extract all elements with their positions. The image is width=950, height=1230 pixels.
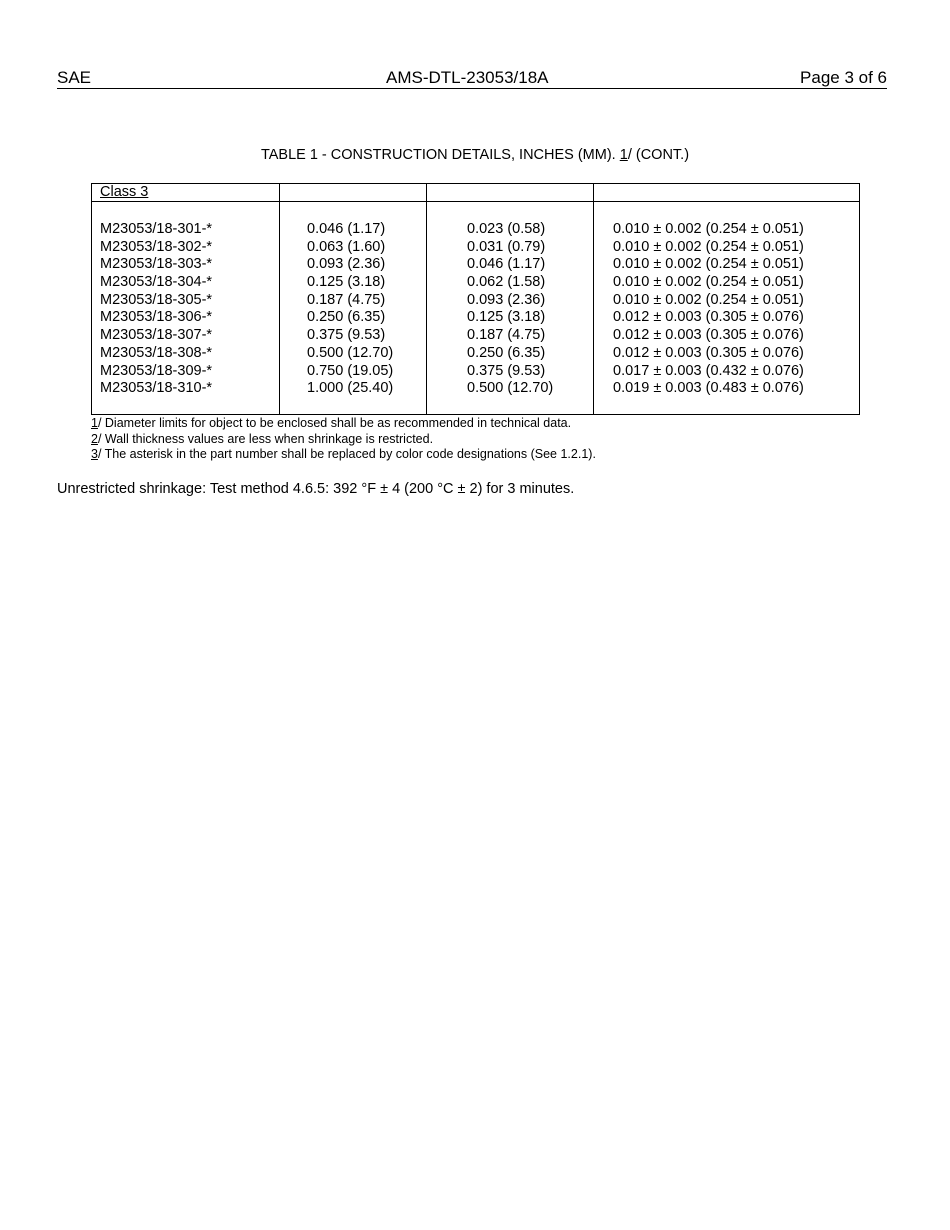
cell-expanded-id: 0.187 (4.75) xyxy=(307,291,386,308)
note-number: 1 xyxy=(91,416,98,430)
table-caption xyxy=(0,147,950,164)
cell-wall: 0.010 ± 0.002 (0.254 ± 0.051) xyxy=(613,291,804,308)
cell-part: M23053/18-310-* xyxy=(100,380,213,397)
cell-recovered-id: 0.023 (0.58) xyxy=(467,221,546,237)
cell-part: M23053/18-308-* xyxy=(100,344,213,361)
cell-part: M23053/18-307-* xyxy=(100,327,213,344)
header-cell-empty xyxy=(427,184,594,202)
header-doc-number: AMS-DTL-23053/18A xyxy=(386,68,549,87)
cell-wall: 0.010 ± 0.002 (0.254 ± 0.051) xyxy=(613,221,804,237)
cell-recovered-id: 0.250 (6.35) xyxy=(467,344,546,361)
shrinkage-paragraph: Unrestricted shrinkage: Test method 4.6.5: 392 °F ± 4 (200 °C ± 2) for 3 minutes. xyxy=(57,481,575,497)
cell-recovered-id: 0.062 (1.58) xyxy=(467,274,546,291)
cell-wall: 0.012 ± 0.003 (0.305 ± 0.076) xyxy=(613,327,804,344)
note-number: 3 xyxy=(91,447,98,461)
cell-wall: 0.012 ± 0.003 (0.305 ± 0.076) xyxy=(613,309,804,326)
recovered-id-column xyxy=(427,202,594,415)
note-text: / Diameter limits for object to be enclosed shall be as recommended in technical data. xyxy=(97,416,572,430)
cell-part: M23053/18-309-* xyxy=(100,362,213,379)
cell-part: M23053/18-301-* xyxy=(100,221,213,237)
class-label: Class 3 xyxy=(100,184,149,200)
cell-wall: 0.017 ± 0.003 (0.432 ± 0.076) xyxy=(613,362,804,379)
caption-cont: / (CONT.) xyxy=(627,147,690,163)
part-number-column xyxy=(92,202,280,415)
cell-wall: 0.019 ± 0.003 (0.483 ± 0.076) xyxy=(613,380,804,397)
cell-recovered-id: 0.375 (9.53) xyxy=(467,362,546,379)
cell-recovered-id: 0.125 (3.18) xyxy=(467,309,546,326)
note-number: 2 xyxy=(91,431,98,446)
cell-expanded-id: 0.125 (3.18) xyxy=(307,274,386,291)
cell-expanded-id: 0.093 (2.36) xyxy=(307,256,386,273)
caption-footnote-ref: 1 xyxy=(619,147,628,163)
cell-wall: 0.010 ± 0.002 (0.254 ± 0.051) xyxy=(613,238,804,255)
note-1 xyxy=(91,416,596,432)
page-header xyxy=(57,68,887,89)
cell-recovered-id: 0.500 (12.70) xyxy=(467,380,554,397)
cell-expanded-id: 0.063 (1.60) xyxy=(307,238,386,255)
table-header-row xyxy=(92,184,860,202)
cell-part: M23053/18-303-* xyxy=(100,256,213,273)
cell-expanded-id: 0.046 (1.17) xyxy=(307,221,386,237)
cell-part: M23053/18-302-* xyxy=(100,238,213,255)
wall-thickness-column xyxy=(594,202,860,415)
cell-recovered-id: 0.046 (1.17) xyxy=(467,256,546,273)
expanded-id-column xyxy=(280,202,427,415)
note-2 xyxy=(91,432,596,448)
class-label-cell xyxy=(92,184,280,202)
cell-wall: 0.010 ± 0.002 (0.254 ± 0.051) xyxy=(613,274,804,291)
cell-wall: 0.010 ± 0.002 (0.254 ± 0.051) xyxy=(613,256,804,273)
caption-text: TABLE 1 - CONSTRUCTION DETAILS, INCHES (MM). xyxy=(260,147,620,163)
cell-part: M23053/18-306-* xyxy=(100,309,213,326)
cell-expanded-id: 0.500 (12.70) xyxy=(307,344,394,361)
table-notes xyxy=(91,416,596,463)
note-text: / Wall thickness values are less when shrinkage is restricted. xyxy=(97,431,434,446)
header-org: SAE xyxy=(57,68,92,87)
note-text: / The asterisk in the part number shall be replaced by color code designations (See 1.2.1). xyxy=(97,447,596,461)
table-body-row xyxy=(92,202,860,415)
cell-part: M23053/18-305-* xyxy=(100,291,213,308)
header-page-number: Page 3 of 6 xyxy=(800,68,887,87)
cell-expanded-id: 0.250 (6.35) xyxy=(307,309,386,326)
cell-expanded-id: 0.375 (9.53) xyxy=(307,327,386,344)
note-3 xyxy=(91,447,596,463)
cell-recovered-id: 0.093 (2.36) xyxy=(467,291,546,308)
cell-wall: 0.012 ± 0.003 (0.305 ± 0.076) xyxy=(613,344,804,361)
cell-expanded-id: 0.750 (19.05) xyxy=(307,362,394,379)
cell-expanded-id: 1.000 (25.40) xyxy=(307,380,394,397)
header-cell-empty xyxy=(594,184,860,202)
cell-part: M23053/18-304-* xyxy=(100,274,213,291)
construction-details-table xyxy=(91,183,860,415)
header-cell-empty xyxy=(280,184,427,202)
cell-recovered-id: 0.031 (0.79) xyxy=(467,238,546,255)
cell-recovered-id: 0.187 (4.75) xyxy=(467,327,546,344)
